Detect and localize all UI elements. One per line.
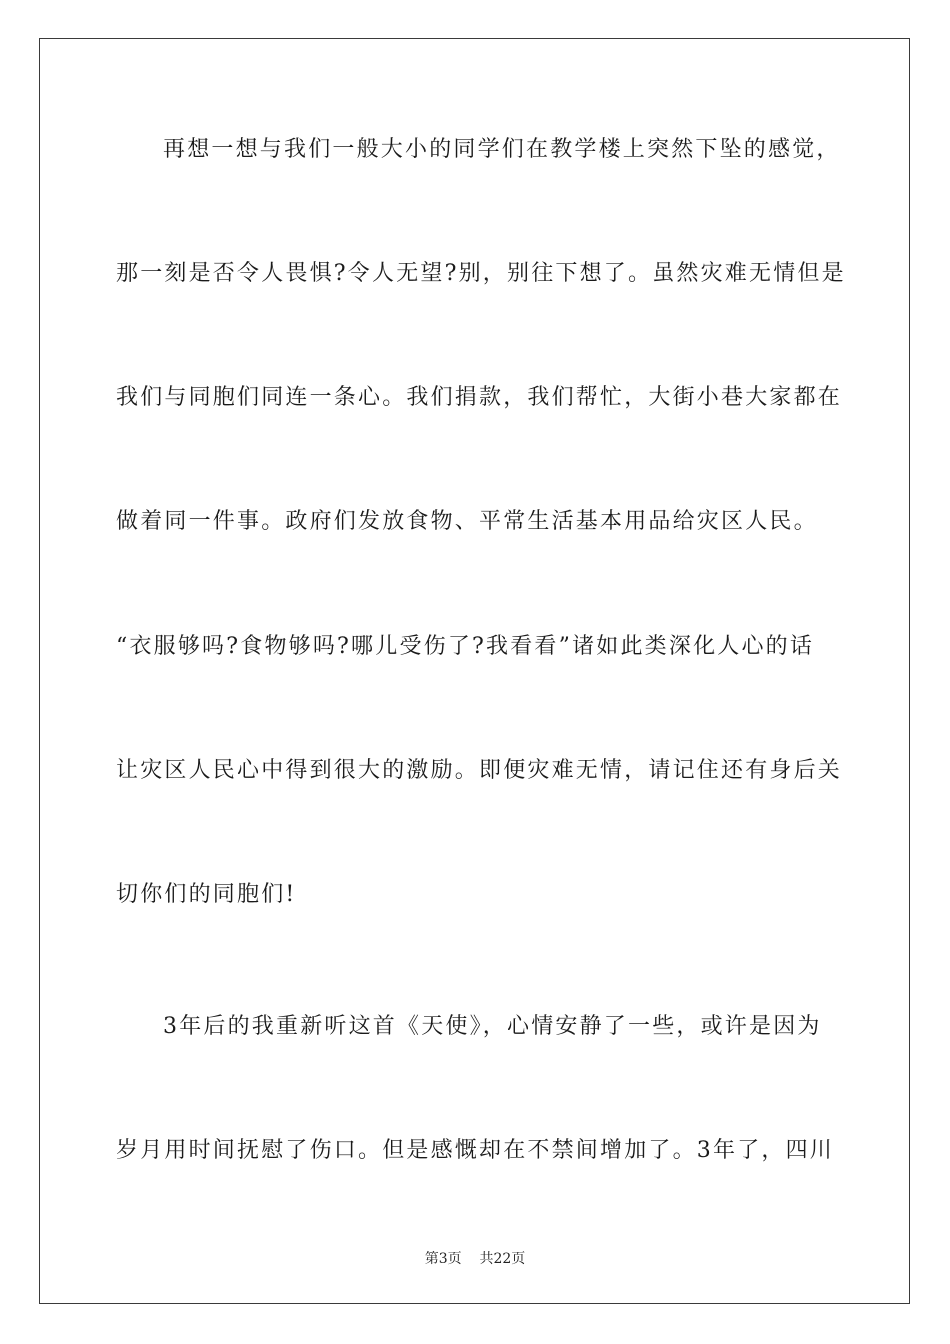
paragraph-line: 那一刻是否令人畏惧?令人无望?别，别往下想了。虽然灾难无情但是 [116, 261, 846, 286]
page-border [39, 38, 910, 1304]
paragraph-line: 3年后的我重新听这首《天使》，心情安静了一些，或许是因为 [163, 1014, 822, 1039]
paragraph-line: “衣服够吗?食物够吗?哪儿受伤了?我看看”诸如此类深化人心的话 [116, 634, 815, 659]
paragraph-line: 让灾区人民心中得到很大的激励。即便灾难无情，请记住还有身后关 [116, 758, 843, 783]
page-number-footer: 第3页 共22页 [424, 1251, 526, 1267]
paragraph-line: 再想一想与我们一般大小的同学们在教学楼上突然下坠的感觉， [163, 137, 841, 162]
paragraph-line: 岁月用时间抚慰了伤口。但是感慨却在不禁间增加了。3年了，四川 [116, 1138, 834, 1163]
paragraph-line: 切你们的同胞们! [116, 882, 297, 907]
paragraph-line: 我们与同胞们同连一条心。我们捐款，我们帮忙，大街小巷大家都在 [116, 385, 843, 410]
paragraph-line: 做着同一件事。政府们发放食物、平常生活基本用品给灾区人民。 [116, 509, 818, 534]
